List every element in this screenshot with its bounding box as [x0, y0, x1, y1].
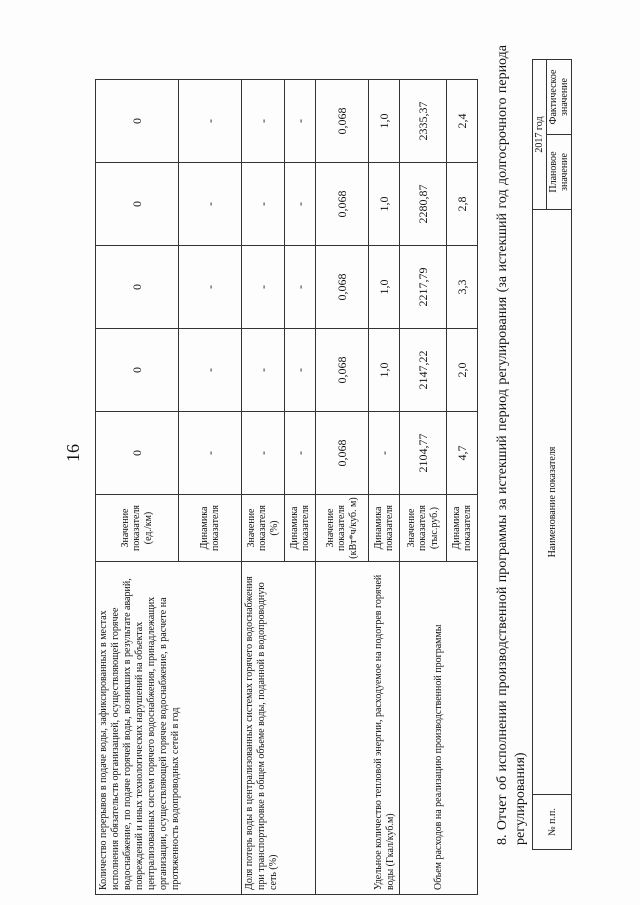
table-cell: -: [242, 80, 285, 163]
table-cell: 2,4: [447, 80, 478, 163]
indicator-name: Доля потерь воды в централизованных системах горячего водоснабжения при транспортировке в общем объеме воды, поданной в водопроводную сеть (%): [242, 562, 316, 895]
table-cell: -: [242, 412, 285, 495]
table-cell: 2280,87: [400, 163, 447, 246]
table-cell: -: [285, 329, 316, 412]
column-header-year: 2017 год: [533, 60, 547, 210]
table-cell: -: [285, 80, 316, 163]
indicator-name: Удельное количество тепловой энергии, расходуемое на подогрев горячей воды (Гкал/куб.м): [316, 562, 400, 895]
indicator-sublabel: Динамика показателя: [179, 495, 242, 562]
table-cell: 2,8: [447, 163, 478, 246]
indicator-sublabel: Значение показателя (тыс.руб.): [400, 495, 447, 562]
table-cell: -: [285, 163, 316, 246]
table-header-row: [533, 60, 547, 850]
table-cell: 1,0: [369, 246, 400, 329]
table-cell: 0: [96, 80, 179, 163]
table-cell: 0: [96, 329, 179, 412]
table-cell: 1,0: [369, 329, 400, 412]
table-cell: 2,0: [447, 329, 478, 412]
table-cell: 0,068: [316, 412, 369, 495]
indicator-sublabel: Динамика показателя: [285, 495, 316, 562]
table-cell: 2217,79: [400, 246, 447, 329]
indicator-name: Объем расходов на реализацию производственной программы: [400, 562, 478, 895]
table-cell: 0: [96, 163, 179, 246]
indicator-sublabel: Значение показателя (кВт*ч/куб. м): [316, 495, 369, 562]
table-row: [242, 80, 285, 895]
table-cell: 0,068: [316, 80, 369, 163]
column-header-planned: Плановое значение: [547, 135, 572, 210]
table-cell: 4,7: [447, 412, 478, 495]
table-cell: 0,068: [316, 163, 369, 246]
table-cell: 0: [96, 246, 179, 329]
table-cell: -: [242, 163, 285, 246]
table-cell: 0: [96, 412, 179, 495]
table-cell: -: [285, 412, 316, 495]
table-row: [96, 80, 179, 895]
indicator-sublabel: Динамика показателя: [369, 495, 400, 562]
column-header-number: № п.п.: [533, 795, 572, 850]
report-table: [532, 59, 572, 850]
table-cell: 0,068: [316, 246, 369, 329]
table-row: [400, 80, 447, 895]
table-cell: -: [179, 329, 242, 412]
table-cell: -: [285, 246, 316, 329]
indicator-sublabel: Значение показателя (ед./км): [96, 495, 179, 562]
table-cell: -: [369, 412, 400, 495]
table-row: [316, 80, 369, 895]
indicator-sublabel: Значение показателя (%): [242, 495, 285, 562]
page-number: 16: [63, 444, 83, 462]
table-cell: 2104,77: [400, 412, 447, 495]
table-cell: -: [179, 80, 242, 163]
table-cell: -: [179, 163, 242, 246]
column-header-name: Наименование показателя: [533, 210, 572, 795]
table-cell: 0,068: [316, 329, 369, 412]
column-header-actual: Фактическое значение: [547, 60, 572, 135]
indicator-name: Количество перерывов в подаче воды, зафиксированных в местах исполнения обязательств организацией, осуществляющей горячее водоснабжение, по подаче горячей воды, возникших в результате аварий, повреждений и иных технологических нарушений на объектах централизованных систем горячего водоснабжения, принадлежащих организации, осуществляющей горячее водоснабжение, в расчете на протяженность водопроводных сетей в год: [96, 562, 242, 895]
section-8-heading: 8. Отчет об исполнении производственной программы за истекший период регулирования (за истекший год долгосрочного периода регулирования): [495, 45, 529, 845]
indicators-table: [95, 79, 478, 895]
table-cell: 2335,37: [400, 80, 447, 163]
table-cell: -: [179, 412, 242, 495]
table-cell: 1,0: [369, 163, 400, 246]
table-cell: 1,0: [369, 80, 400, 163]
table-cell: -: [242, 246, 285, 329]
table-cell: 2147,22: [400, 329, 447, 412]
table-cell: -: [179, 246, 242, 329]
table-cell: 3,3: [447, 246, 478, 329]
table-cell: -: [242, 329, 285, 412]
indicator-sublabel: Динамика показателя: [447, 495, 478, 562]
